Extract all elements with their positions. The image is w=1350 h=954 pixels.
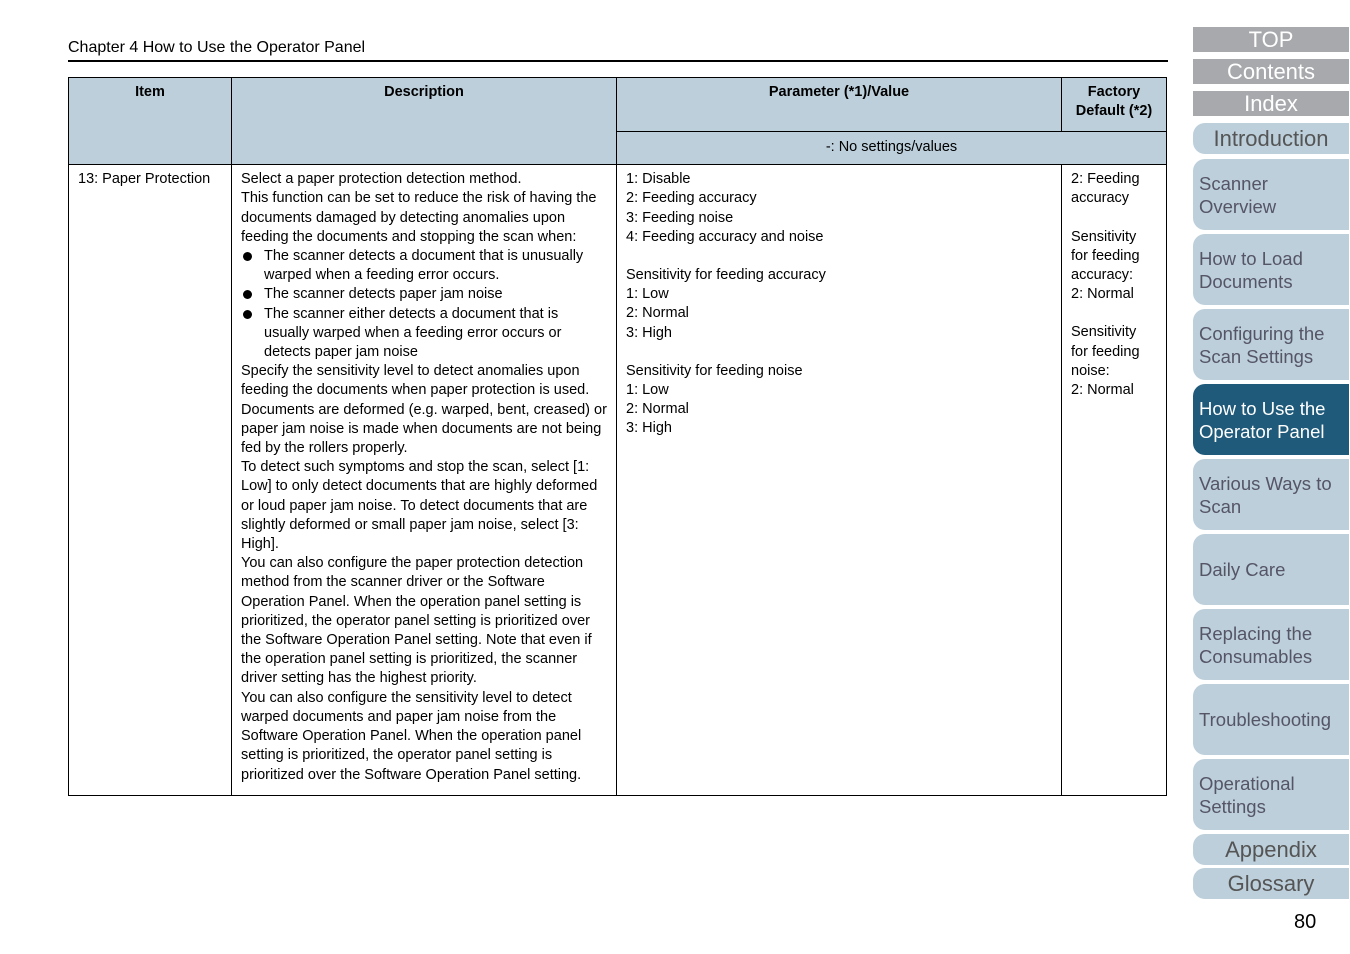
nav-tab-appendix[interactable]: Appendix xyxy=(1193,834,1349,865)
description-paragraph: To detect such symptoms and stop the scan, select [1: Low] to only detect documents that are highly deformed or loud paper jam noise. To detect documents that are slightly deformed or small paper jam noise, select [3: High]. xyxy=(241,459,598,553)
page-number: 80 xyxy=(1294,911,1317,933)
header-parameter: Parameter (*1)/Value xyxy=(617,78,1062,132)
header-description: Description xyxy=(232,78,617,165)
param-noise-value: 1: Low xyxy=(626,382,669,399)
default-noise-title: Sensitivity for feeding noise: xyxy=(1071,324,1140,379)
param-method: 1: Disable xyxy=(626,171,691,188)
description-paragraph: You can also configure the paper protection detection method from the scanner driver or the Software Operation Panel. When the operation panel setting is prioritized, the operator panel setting is prioritized over the Software Operation Panel setting. Note that even if the operation panel setting is prioritized, the scanner driver setting has the highest priority. xyxy=(241,555,592,687)
cell-item: 13: Paper Protection xyxy=(69,165,232,796)
nav-tab-troubleshooting[interactable]: Troubleshooting xyxy=(1193,684,1349,755)
description-paragraph: Documents are deformed (e.g. warped, bent, creased) or paper jam noise is made when documents are not being fed by the rollers properly. xyxy=(241,401,607,457)
nav-tab-scanner-overview[interactable]: Scanner Overview xyxy=(1193,159,1349,230)
param-accuracy-value: 1: Low xyxy=(626,286,669,303)
default-noise-value: 2: Normal xyxy=(1071,382,1134,399)
param-method: 2: Feeding accuracy xyxy=(626,190,757,207)
header-factory-default: Factory Default (*2) xyxy=(1062,78,1167,132)
bullet-item: The scanner detects a document that is unusually warped when a feeding error occurs. xyxy=(241,247,607,285)
nav-tab-replacing-consumables[interactable]: Replacing the Consumables xyxy=(1193,609,1349,680)
chapter-rule xyxy=(68,60,1168,62)
description-paragraph: Specify the sensitivity level to detect anomalies upon feeding the documents when paper protection is used. xyxy=(241,363,590,399)
nav-contents-button[interactable]: Contents xyxy=(1193,59,1349,84)
param-method: 3: Feeding noise xyxy=(626,209,734,226)
nav-tab-how-to-load-documents[interactable]: How to Load Documents xyxy=(1193,234,1349,305)
cell-parameters xyxy=(617,165,1062,796)
bullet-item: The scanner detects paper jam noise xyxy=(241,285,607,304)
default-accuracy-value: 2: Normal xyxy=(1071,286,1134,303)
settings-table xyxy=(68,77,1167,796)
cell-factory-default xyxy=(1062,165,1167,796)
param-accuracy-value: 2: Normal xyxy=(626,305,689,322)
nav-tab-configuring-scan-settings[interactable]: Configuring the Scan Settings xyxy=(1193,309,1349,380)
table-header-row xyxy=(69,78,1167,132)
nav-index-button[interactable]: Index xyxy=(1193,91,1349,116)
nav-tab-daily-care[interactable]: Daily Care xyxy=(1193,534,1349,605)
header-no-settings: -: No settings/values xyxy=(617,132,1167,165)
param-noise-value: 2: Normal xyxy=(626,401,689,418)
header-item: Item xyxy=(69,78,232,165)
param-accuracy-title: Sensitivity for feeding accuracy xyxy=(626,267,826,284)
chapter-title: Chapter 4 How to Use the Operator Panel xyxy=(68,39,366,56)
bullet-item: The scanner either detects a document that is usually warped when a feeding error occurs or detects paper jam noise xyxy=(241,305,607,363)
nav-tab-operational-settings[interactable]: Operational Settings xyxy=(1193,759,1349,830)
default-method: 2: Feeding accuracy xyxy=(1071,171,1140,207)
param-accuracy-value: 3: High xyxy=(626,324,672,341)
nav-tab-glossary[interactable]: Glossary xyxy=(1193,868,1349,899)
description-paragraph: You can also configure the sensitivity level to detect warped documents and paper jam noise from the Software Operation Panel. When the operation panel setting is prioritized, the operator panel setting is prioritized over the Software Operation Panel setting. xyxy=(241,689,582,783)
nav-tab-operator-panel[interactable]: How to Use the Operator Panel xyxy=(1193,384,1349,455)
nav-tab-introduction[interactable]: Introduction xyxy=(1193,123,1349,154)
param-noise-title: Sensitivity for feeding noise xyxy=(626,362,803,379)
description-intro: This function can be set to reduce the risk of having the documents damaged by detecting anomalies upon feeding the documents and stopping the scan when: xyxy=(241,190,597,245)
nav-tab-various-ways-to-scan[interactable]: Various Ways to Scan xyxy=(1193,459,1349,530)
description-bullets xyxy=(241,247,607,362)
param-noise-value: 3: High xyxy=(626,420,672,437)
param-method: 4: Feeding accuracy and noise xyxy=(626,228,824,245)
table-row xyxy=(69,165,1167,796)
default-accuracy-title: Sensitivity for feeding accuracy: xyxy=(1071,228,1140,284)
description-intro: Select a paper protection detection method. xyxy=(241,171,522,188)
cell-description xyxy=(232,165,617,796)
nav-top-button[interactable]: TOP xyxy=(1193,27,1349,52)
